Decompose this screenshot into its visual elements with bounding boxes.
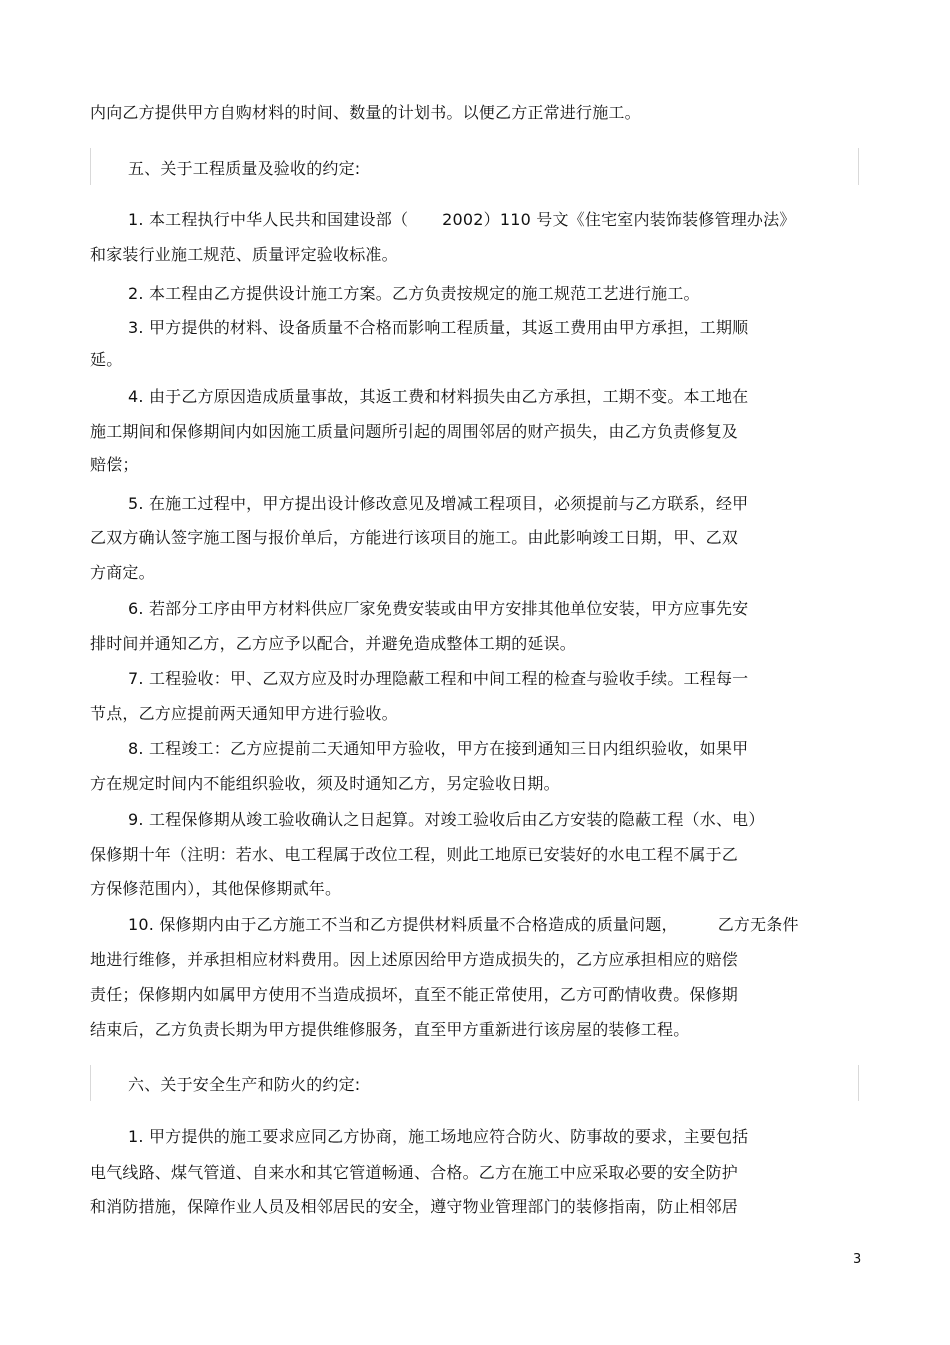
page-number: 3 xyxy=(853,1252,862,1267)
clause-8-line-1: 8. 工程竣工：乙方应提前二天通知甲方验收，甲方在接到通知三日内组织验收，如果甲 xyxy=(128,739,749,758)
clause-10-part-b: 乙方无条件 xyxy=(717,915,799,934)
clause-4-line-3: 赔偿； xyxy=(90,455,139,474)
clause-3-line-2: 延。 xyxy=(90,350,123,369)
section-divider-right xyxy=(858,148,859,185)
safety-clause-1-line-1: 1. 甲方提供的施工要求应同乙方协商，施工场地应符合防火、防事故的要求，主要包括 xyxy=(128,1127,749,1146)
clause-7-line-2: 节点，乙方应提前两天通知甲方进行验收。 xyxy=(90,704,398,723)
clause-6-line-1: 6. 若部分工序由甲方材料供应厂家免费安装或由甲方安排其他单位安装，甲方应事先安 xyxy=(128,599,749,618)
clause-4-line-2: 施工期间和保修期间内如因施工质量问题所引起的周围邻居的财产损失，由乙方负责修复及 xyxy=(90,422,739,441)
clause-9-line-3: 方保修范围内），其他保修期贰年。 xyxy=(90,879,342,898)
clause-3-line-1: 3. 甲方提供的材料、设备质量不合格而影响工程质量，其返工费用由甲方承担，工期顺 xyxy=(128,318,749,337)
clause-10-line-1 xyxy=(128,915,799,935)
clause-9-line-2: 保修期十年（注明：若水、电工程属于改位工程，则此工地原已安装好的水电工程不属于乙 xyxy=(90,845,739,864)
clause-5-line-1: 5. 在施工过程中，甲方提出设计修改意见及增减工程项目，必须提前与乙方联系，经甲 xyxy=(128,494,749,513)
clause-2-line-1: 2. 本工程由乙方提供设计施工方案。乙方负责按规定的施工规范工艺进行施工。 xyxy=(128,284,700,303)
clause-1-line-1 xyxy=(128,210,796,230)
section-heading-6: 六、关于安全生产和防火的约定: xyxy=(128,1075,361,1094)
section-heading-5: 五、关于工程质量及验收的约定: xyxy=(128,159,361,178)
clause-10-line-4: 结束后，乙方负责长期为甲方提供维修服务，直至甲方重新进行该房屋的装修工程。 xyxy=(90,1020,690,1039)
clause-5-line-2: 乙双方确认签字施工图与报价单后，方能进行该项目的施工。由此影响竣工日期，甲、乙双 xyxy=(90,528,739,547)
clause-8-line-2: 方在规定时间内不能组织验收，须及时通知乙方，另定验收日期。 xyxy=(90,774,560,793)
clause-5-line-3: 方商定。 xyxy=(90,563,155,582)
clause-10-part-a: 10. 保修期内由于乙方施工不当和乙方提供材料质量不合格造成的质量问题， xyxy=(128,915,678,934)
clause-1-part-b: 2002）110 号文《住宅室内装饰装修管理办法》 xyxy=(442,210,796,229)
body-text-line: 内向乙方提供甲方自购材料的时间、数量的计划书。以便乙方正常进行施工。 xyxy=(90,103,641,122)
section-divider-left xyxy=(90,148,91,185)
clause-1-line-2: 和家装行业施工规范、质量评定验收标准。 xyxy=(90,245,398,264)
clause-9-line-1: 9. 工程保修期从竣工验收确认之日起算。对竣工验收后由乙方安装的隐蔽工程（水、电） xyxy=(128,810,765,829)
section-divider-left xyxy=(90,1065,91,1101)
clause-6-line-2: 排时间并通知乙方，乙方应予以配合，并避免造成整体工期的延误。 xyxy=(90,634,577,653)
clause-1-part-a: 1. 本工程执行中华人民共和国建设部（ xyxy=(128,210,409,229)
clause-7-line-1: 7. 工程验收：甲、乙双方应及时办理隐蔽工程和中间工程的检查与验收手续。工程每一 xyxy=(128,669,749,688)
clause-10-line-3: 责任；保修期内如属甲方使用不当造成损坏，直至不能正常使用，乙方可酌情收费。保修期 xyxy=(90,985,739,1004)
clause-4-line-1: 4. 由于乙方原因造成质量事故，其返工费和材料损失由乙方承担，工期不变。本工地在 xyxy=(128,387,749,406)
section-divider-right xyxy=(858,1065,859,1101)
clause-10-line-2: 地进行维修，并承担相应材料费用。因上述原因给甲方造成损失的，乙方应承担相应的赔偿 xyxy=(90,950,739,969)
safety-clause-1-line-3: 和消防措施，保障作业人员及相邻居民的安全，遵守物业管理部门的装修指南，防止相邻居 xyxy=(90,1197,739,1216)
safety-clause-1-line-2: 电气线路、煤气管道、自来水和其它管道畅通、合格。乙方在施工中应采取必要的安全防护 xyxy=(90,1163,739,1182)
